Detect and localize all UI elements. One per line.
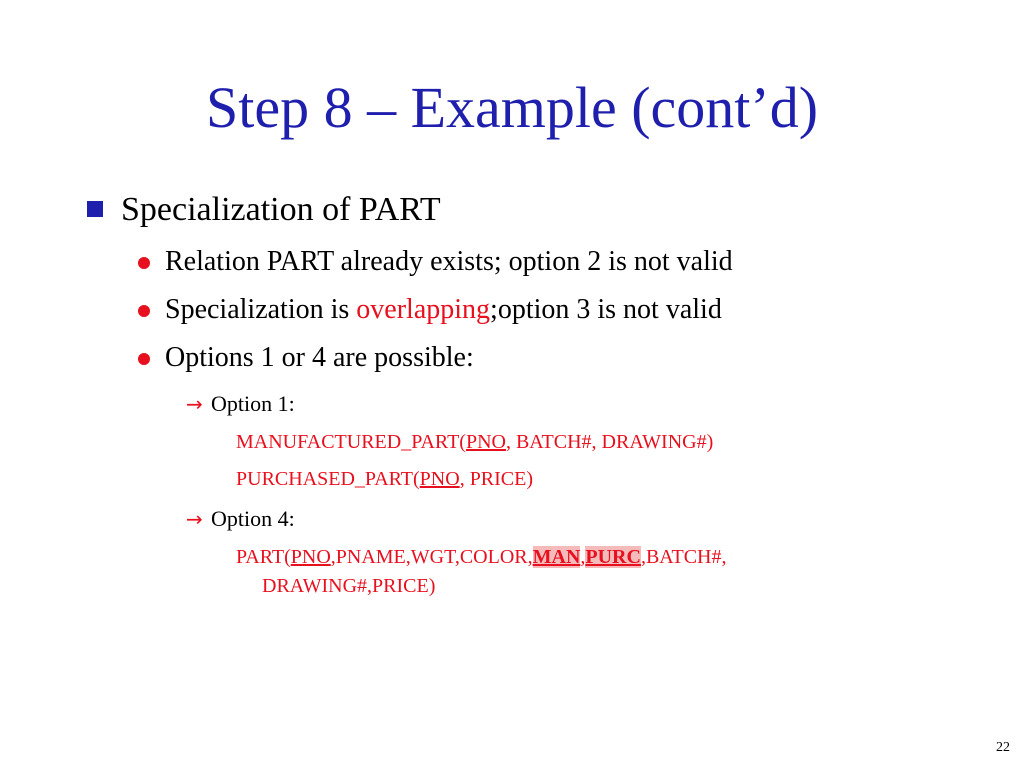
bullet-specialization-overlapping bbox=[165, 293, 722, 327]
text-segment: PART( bbox=[236, 546, 291, 568]
text-segment: ;option 3 is not valid bbox=[490, 294, 722, 325]
text-segment: , PRICE) bbox=[459, 468, 534, 490]
bullet-specialization-of-part: Specialization of PART bbox=[121, 191, 441, 228]
text-segment: , bbox=[580, 546, 586, 568]
slide-title: Step 8 – Example (cont’d) bbox=[205, 75, 819, 140]
dot-bullet-icon bbox=[138, 305, 150, 317]
man-flag: MAN bbox=[532, 546, 581, 568]
relation-part-continuation: DRAWING#,PRICE) bbox=[262, 575, 436, 597]
primary-key: PNO bbox=[419, 468, 460, 490]
square-bullet-icon bbox=[87, 201, 103, 217]
bullet-options-possible: Options 1 or 4 are possible: bbox=[165, 342, 474, 373]
bullet-relation-part-exists: Relation PART already exists; option 2 is not valid bbox=[165, 246, 733, 277]
relation-part bbox=[236, 544, 727, 570]
text-segment: PURCHASED_PART( bbox=[236, 468, 420, 490]
dot-bullet-icon bbox=[138, 353, 150, 365]
primary-key: PNO bbox=[465, 431, 506, 453]
dot-bullet-icon bbox=[138, 257, 150, 269]
primary-key: PNO bbox=[290, 546, 331, 568]
text-segment: , BATCH#, DRAWING#) bbox=[505, 431, 714, 453]
arrow-right-icon: → bbox=[186, 507, 203, 531]
relation-purchased-part bbox=[236, 466, 533, 492]
overlapping-keyword: overlapping bbox=[356, 294, 491, 325]
text-segment: Specialization is bbox=[165, 294, 357, 325]
option-4-label: Option 4: bbox=[211, 506, 295, 531]
relation-manufactured-part bbox=[236, 429, 713, 455]
text-segment: MANUFACTURED_PART( bbox=[236, 431, 466, 453]
text-segment: ,PNAME,WGT,COLOR, bbox=[330, 546, 533, 568]
arrow-right-icon: → bbox=[186, 392, 203, 416]
text-segment: ,BATCH#, bbox=[640, 546, 727, 568]
purc-flag: PURC bbox=[585, 546, 641, 568]
page-number: 22 bbox=[996, 740, 1010, 755]
option-1-label: Option 1: bbox=[211, 391, 295, 416]
